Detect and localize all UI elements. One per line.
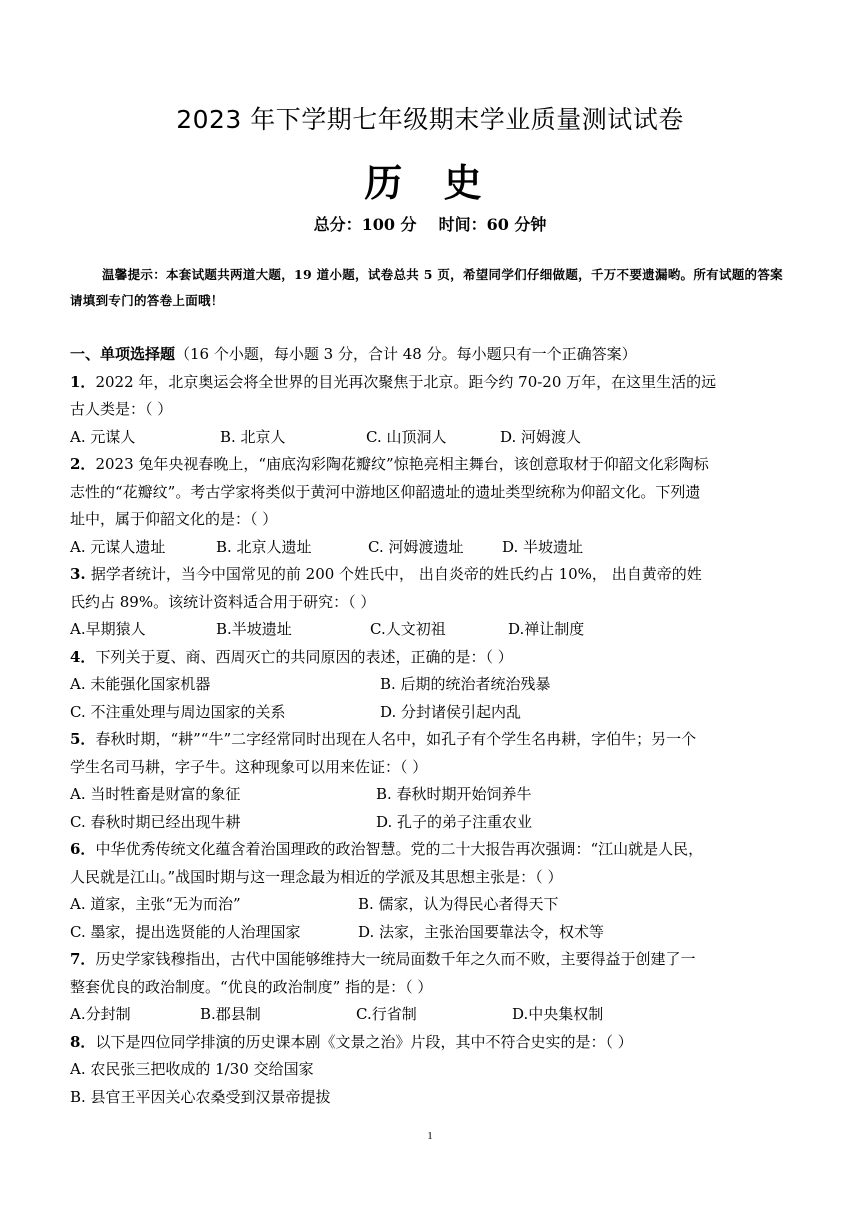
exam-meta [0, 212, 860, 235]
question-text: 以下是四位同学排演的历史课本剧《文景之治》片段，其中不符合史实的是：（ ） [95, 1032, 633, 1051]
question-text: 2022 年，北京奥运会将全世界的目光再次聚焦于北京。距今约 70-20 万年，在这里生活的远 [95, 372, 717, 391]
option-c: C. 墨家，提出选贤能的人治理国家 [70, 922, 301, 941]
option-b: B. 春秋时期开始饲养牛 [376, 785, 532, 803]
question-1-line-2: 古人类是：（ ） [70, 400, 173, 418]
question-7-line-2: 整套优良的政治制度。“优良的政治制度” 指的是：（ ） [70, 977, 433, 996]
section-title: 一、单项选择题 [70, 345, 176, 363]
question-7-options [70, 1001, 792, 1029]
question-number: 1． [70, 372, 96, 391]
question-8-option-b: B. 县官王平因关心农桑受到汉景帝提拔 [70, 1087, 331, 1106]
exam-title: 2023 年下学期七年级期末学业质量测试试卷 [176, 105, 684, 134]
option-a: A. 道家，主张“无为而治” [70, 895, 241, 913]
option-c: C. 河姆渡遗址 [368, 537, 464, 556]
total-score: 总分：100 分 [313, 215, 417, 234]
option-d: D.禅让制度 [508, 620, 585, 638]
question-number: 3. [70, 565, 91, 583]
option-a: A. 元谋人 [70, 427, 136, 446]
option-b: B.郡县制 [200, 1005, 261, 1023]
section-note: （16 个小题，每小题 3 分，合计 48 分。每小题只有一个正确答案） [175, 345, 637, 363]
question-2-line-1 [70, 451, 792, 479]
question-2-line-2: 志性的“花瓣纹”。考古学家将类似于黄河中游地区仰韶遗址的遗址类型统称为仰韶文化。下列遗 [70, 482, 701, 501]
option-c: C. 不注重处理与周边国家的关系 [70, 702, 286, 721]
question-3-options [70, 616, 792, 644]
question-text: 2023 兔年央视春晚上，“庙底沟彩陶花瓣纹”惊艳亮相主舞台，该创意取材于仰韶文化彩陶标 [95, 455, 709, 473]
question-text: 春秋时期，“耕”“牛”二字经常同时出现在人名中，如孔子有个学生名冉耕，字伯牛；另一个 [95, 730, 697, 748]
option-a: A.分封制 [70, 1005, 131, 1023]
question-1-options [70, 424, 792, 452]
subject-title: 历 史 [364, 161, 496, 205]
option-b: B. 后期的统治者统治残暴 [380, 675, 551, 693]
question-number: 7． [70, 950, 96, 968]
question-2-options [70, 534, 792, 562]
option-a: A.早期猿人 [70, 620, 146, 638]
question-6-line-2: 人民就是江山。”战国时期与这一理念最为相近的学派及其思想主张是：（ ） [70, 867, 563, 886]
question-number: 2． [70, 455, 96, 473]
question-3-line-1 [70, 561, 792, 589]
warm-tip: 温馨提示：本套试题共两道大题，19 道小题，试卷总共 5 页，希望同学们仔细做题，千万不要遗漏哟。所有试题的答案请填到专门的答卷上面哦！ [70, 267, 783, 308]
exam-time: 时间：60 分钟 [438, 215, 547, 234]
question-6-line-1 [70, 836, 792, 864]
question-8-line-1 [70, 1029, 792, 1057]
option-b: B.半坡遗址 [216, 620, 292, 638]
option-c: C. 山顶洞人 [366, 427, 447, 446]
question-4-options-row-2 [70, 699, 792, 727]
question-2-line-3: 址中，属于仰韶文化的是：（ ） [70, 510, 278, 528]
question-number: 8． [70, 1032, 96, 1051]
question-number: 5． [70, 730, 96, 748]
option-c: C.行省制 [356, 1005, 417, 1023]
question-6-options-row-1 [70, 891, 792, 919]
option-d: D. 河姆渡人 [500, 427, 582, 446]
question-5-line-2: 学生名司马耕，字子牛。这种现象可以用来佐证：（ ） [70, 757, 428, 776]
option-d: D. 半坡遗址 [502, 537, 584, 556]
page-number: 1 [427, 1130, 433, 1142]
option-d: D. 孔子的弟子注重农业 [376, 812, 533, 831]
section-heading [70, 341, 792, 369]
option-b: B. 北京人遗址 [216, 537, 312, 556]
question-text: 历史学家钱穆指出，古代中国能够维持大一统局面数千年之久而不败，主要得益于创建了一 [95, 950, 696, 968]
question-1-line-1 [70, 369, 792, 397]
question-number: 6． [70, 840, 96, 858]
question-3-line-2: 氏约占 89%。该统计资料适合用于研究：（ ） [70, 592, 376, 611]
option-c: C.人文初祖 [370, 620, 446, 638]
question-text: 下列关于夏、商、西周灭亡的共同原因的表述，正确的是：（ ） [95, 647, 513, 666]
question-5-options-row-2 [70, 809, 792, 837]
question-4-options-row-1 [70, 671, 792, 699]
option-a: A. 元谋人遗址 [70, 537, 166, 556]
option-d: D.中央集权制 [512, 1005, 604, 1023]
question-4-line-1 [70, 644, 792, 672]
question-text: 中华优秀传统文化蕴含着治国理政的政治智慧。党的二十大报告再次强调：“江山就是人民， [95, 840, 704, 858]
question-5-line-1 [70, 726, 792, 754]
option-b: B. 儒家，认为得民心者得天下 [358, 895, 559, 913]
question-7-line-1 [70, 946, 792, 974]
question-5-options-row-1 [70, 781, 792, 809]
questions-area [70, 341, 792, 1111]
option-b: B. 北京人 [220, 427, 286, 446]
question-6-options-row-2 [70, 919, 792, 947]
option-d: D. 法家，主张治国要靠法令，权术等 [358, 922, 605, 941]
question-text: 据学者统计，当今中国常见的前 200 个姓氏中， 出自炎帝的姓氏约占 10%， 出自黄帝的姓 [90, 565, 702, 583]
option-a: A. 当时牲畜是财富的象征 [70, 785, 241, 803]
question-8-option-a: A. 农民张三把收成的 1/30 交给国家 [70, 1060, 314, 1078]
option-c: C. 春秋时期已经出现牛耕 [70, 812, 241, 831]
question-number: 4． [70, 647, 96, 666]
option-a: A. 未能强化国家机器 [70, 675, 211, 693]
option-d: D. 分封诸侯引起内乱 [380, 702, 522, 721]
